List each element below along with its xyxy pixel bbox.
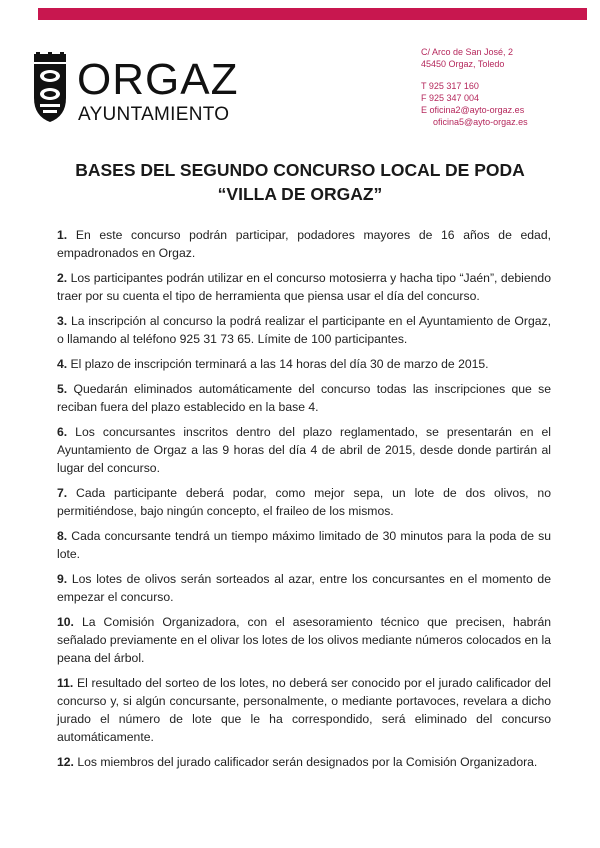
rules-list (57, 226, 551, 778)
rule-text: El plazo de inscripción terminará a las 14 horas del día 30 de marzo de 2015. (67, 357, 489, 371)
rule-number: 10. (57, 615, 74, 629)
title-line-1: BASES DEL SEGUNDO CONCURSO LOCAL DE PODA (75, 160, 525, 180)
rule-text: El resultado del sorteo de los lotes, no deberá ser conocido por el jurado calificador del concurso y, si algún concursante, personalmente, o mediante portavoces, revelara a dicho jurado el número de lote que le ha correspondido, será eliminado del concurso automáticamente. (57, 676, 551, 744)
rule-text: Los participantes podrán utilizar en el concurso motosierra y hacha tipo “Jaén”, debiendo traer por su cuenta el tipo de herramienta que piensa usar el día del concurso. (57, 271, 551, 303)
rule-item (57, 226, 551, 262)
rule-text: La Comisión Organizadora, con el asesoramiento técnico que precisen, habrán señalado previamente en el olivar los lotes de los olivos mediante números colocados en la peana del árbol. (57, 615, 551, 665)
rule-text: Los lotes de olivos serán sorteados al azar, entre los concursantes en el momento de empezar el concurso. (57, 572, 551, 604)
rule-number: 5. (57, 382, 68, 396)
rule-text: En este concurso podrán participar, podadores mayores de 16 años de edad, empadronados en Orgaz. (57, 228, 551, 260)
contact-block (421, 46, 528, 128)
rule-text: La inscripción al concurso la podrá realizar el participante en el Ayuntamiento de Orgaz, o llamando al teléfono 925 31 73 65. Límite de 100 participantes. (57, 314, 551, 346)
rule-item (57, 269, 551, 305)
rule-number: 1. (57, 228, 68, 242)
rule-text: Los miembros del jurado calificador serán designados por la Comisión Organizadora. (73, 755, 538, 769)
rule-text: Cada concursante tendrá un tiempo máximo limitado de 30 minutos para la poda de su lote. (57, 529, 551, 561)
rule-item (57, 674, 551, 746)
rule-number: 3. (57, 314, 68, 328)
rule-text: Quedarán eliminados automáticamente del concurso todas las inscripciones que se reciban fuera del plazo establecido en la base 4. (57, 382, 551, 414)
rule-item (57, 613, 551, 667)
email-1[interactable]: E oficina2@ayto-orgaz.es (421, 105, 525, 115)
rule-number: 8. (57, 529, 68, 543)
rule-item (57, 753, 551, 771)
rule-item (57, 570, 551, 606)
address-line-1: C/ Arco de San José, 2 (421, 47, 514, 57)
rule-item (57, 423, 551, 477)
org-logo (30, 52, 239, 132)
rule-item (57, 355, 551, 373)
rule-text: Cada participante deberá podar, como mejor sepa, un lote de dos olivos, no permitiéndose, bajo ningún concepto, el fraileo de los mismos. (57, 486, 551, 518)
phone-number: T 925 317 160 (421, 81, 479, 91)
rule-text: Los concursantes inscritos dentro del plazo reglamentado, se presentarán en el Ayuntamiento de Orgaz a las 9 horas del día 4 de abril de 2015, desde donde partirán al lugar del concurso. (57, 425, 551, 475)
rule-number: 11. (57, 676, 74, 690)
org-name: ORGAZ (77, 55, 239, 104)
rule-number: 6. (57, 425, 68, 439)
title-line-2: “VILLA DE ORGAZ” (217, 184, 383, 204)
document-title (40, 158, 560, 206)
address-line-2: 45450 Orgaz, Toledo (421, 59, 505, 69)
org-subtitle: AYUNTAMIENTO (78, 104, 230, 125)
fax-number: F 925 347 004 (421, 93, 480, 103)
rule-item (57, 527, 551, 563)
header-color-bar (38, 8, 587, 20)
rule-item (57, 312, 551, 348)
rule-number: 2. (57, 271, 68, 285)
rule-number: 12. (57, 755, 74, 769)
rule-number: 4. (57, 357, 68, 371)
coat-of-arms-icon (30, 52, 70, 124)
rule-number: 7. (57, 486, 68, 500)
rule-item (57, 484, 551, 520)
rule-number: 9. (57, 572, 68, 586)
rule-item (57, 380, 551, 416)
email-2[interactable]: oficina5@ayto-orgaz.es (433, 117, 528, 127)
